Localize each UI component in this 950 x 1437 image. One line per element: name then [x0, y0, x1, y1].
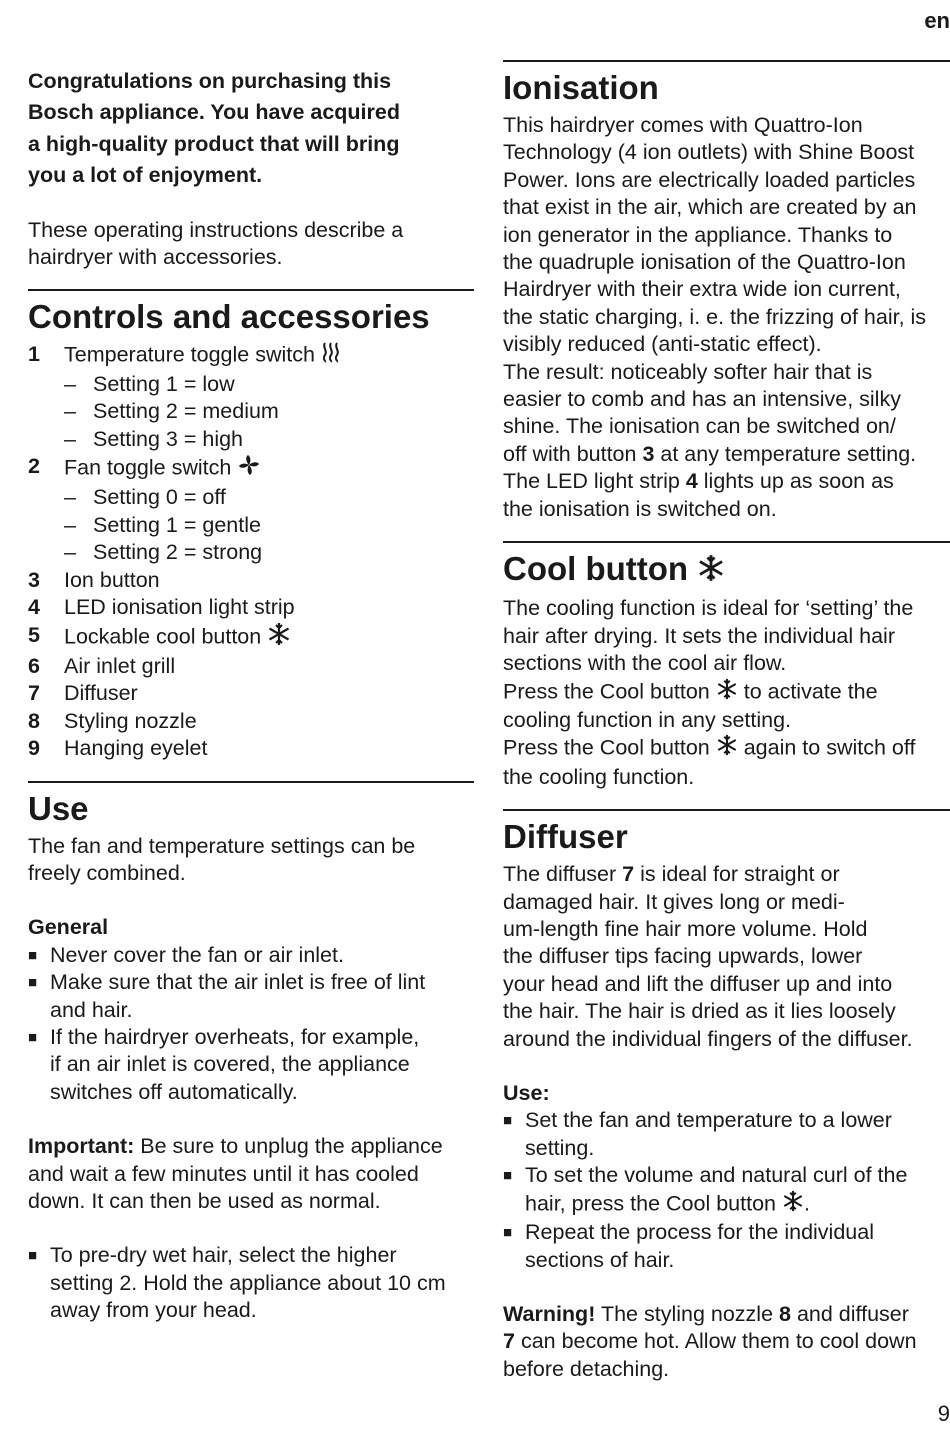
warning-note: Warning! The styling nozzle 8 and diffuser 7 can become hot. Allow them to cool down before detaching.: [503, 1301, 917, 1381]
snowflake-icon: [716, 734, 738, 763]
heat-waves-icon: [321, 341, 343, 370]
snowflake-icon: [782, 1190, 804, 1219]
item-label: Fan toggle switch: [64, 453, 261, 484]
intro-line: Bosch appliance. You have acquired: [28, 100, 400, 125]
setting-item: – Setting 2 = strong: [64, 540, 263, 565]
snowflake-icon: [716, 678, 738, 707]
item-label: Temperature toggle switch: [64, 341, 343, 370]
page-number: 9: [937, 1401, 950, 1426]
intro-line: you a lot of enjoyment.: [28, 163, 263, 188]
controls-heading: Controls and accessories: [28, 298, 430, 336]
bullet-item: ■ To pre-dry wet hair, select the higher setting 2. Hold the appliance about 10 cm away from your head.: [28, 1243, 446, 1323]
bullet-item: ■ Repeat the process for the individual sections of hair.: [503, 1220, 874, 1272]
setting-item: – Setting 3 = high: [64, 426, 244, 451]
setting-item: – Setting 1 = gentle: [64, 512, 261, 537]
left-column: [28, 64, 474, 1325]
list-item: 4 LED ionisation light strip: [28, 595, 295, 620]
diffuser-use-heading: Use:: [503, 1081, 550, 1106]
intro-line: a high-quality product that will bring: [28, 131, 400, 156]
use-text: freely combined.: [28, 860, 186, 885]
fan-icon: [237, 453, 261, 484]
snowflake-icon: [697, 551, 725, 591]
bullet-item: ■ Never cover the fan or air inlet.: [28, 942, 344, 967]
section-divider: [503, 60, 950, 62]
section-divider: [503, 809, 950, 811]
list-item: 6 Air inlet grill: [28, 653, 176, 678]
right-column: [503, 60, 950, 1383]
list-item: [28, 453, 474, 484]
list-item: 7 Diffuser: [28, 681, 138, 706]
bullet-item: ■ Make sure that the air inlet is free of lint and hair.: [28, 970, 426, 1022]
cool-button-heading: Cool button: [503, 549, 950, 591]
bullet-item: ■ To set the volume and natural curl of the hair, press the Cool button .: [503, 1162, 950, 1219]
ionisation-text: This hairdryer comes with Quattro-Ion Technology (4 ion outlets) with Shine Boost Power. Ions are electrically loaded particles that exist in the air, which are created by an ion generator in the appliance. Thanks to the quadruple ionisation of the Quattro-Ion Hairdryer with their extra wide ion current, the static charging, i. e. the frizzing of hair, is visibly reduced (anti-static effect). The result: noticeably softer hair that is easier to comb and has an intensive, silky shine. The ionisation can be switched on/ off with button 3 at any temperature setting. The LED light strip 4 lights up as soon as the ionisation is switched on.: [503, 113, 927, 521]
list-item: 9 Hanging eyelet: [28, 736, 208, 761]
section-divider: [28, 781, 474, 783]
list-item: 5 Lockable cool button: [28, 622, 474, 653]
important-note: Important: Be sure to unplug the appliance and wait a few minutes until it has cooled down. It can then be used as normal.: [28, 1134, 443, 1213]
bullet-item: ■ Set the fan and temperature to a lower setting.: [503, 1108, 892, 1160]
snowflake-icon: [267, 622, 291, 653]
list-item: 3 Ion button: [28, 567, 160, 592]
setting-item: – Setting 1 = low: [64, 371, 235, 396]
bullet-item: ■ If the hairdryer overheats, for example, if an air inlet is covered, the appliance switches off automatically.: [28, 1024, 420, 1104]
controls-list: [28, 341, 474, 762]
list-item: [28, 341, 474, 370]
section-divider: [503, 541, 950, 543]
intro-line: Congratulations on purchasing this: [28, 69, 392, 93]
list-item: 8 Styling nozzle: [28, 708, 197, 733]
diffuser-heading: Diffuser: [503, 818, 628, 856]
cool-text: The cooling function is ideal for ‘setting’ the hair after drying. It sets the individual hair sections with the cool air flow. Press the Cool button to activate the cooling function in any setting. Press the Cool button again to switch off the cooling function.: [503, 596, 916, 789]
setting-item: – Setting 0 = off: [64, 485, 226, 510]
use-text: The fan and temperature settings can be: [28, 833, 416, 858]
description-line: hairdryer with accessories.: [28, 245, 283, 270]
section-divider: [28, 289, 474, 291]
general-heading: General: [28, 915, 109, 940]
ionisation-heading: Ionisation: [503, 69, 659, 106]
language-tag: en: [924, 8, 950, 33]
item-number: 1: [28, 342, 40, 367]
use-heading: Use: [28, 789, 89, 827]
diffuser-text: The diffuser 7 is ideal for straight or damaged hair. It gives long or medi- um-length fine hair more volume. Hold the diffuser tips facing upwards, lower your head and lift the diffuser up and into the hair. The hair is dried as it lies loosely around the individual fingers of the diffuser.: [503, 862, 913, 1051]
item-number: 2: [28, 454, 40, 479]
setting-item: – Setting 2 = medium: [64, 399, 279, 424]
intro-paragraph: [28, 68, 474, 190]
description-line: These operating instructions describe a: [28, 217, 404, 242]
